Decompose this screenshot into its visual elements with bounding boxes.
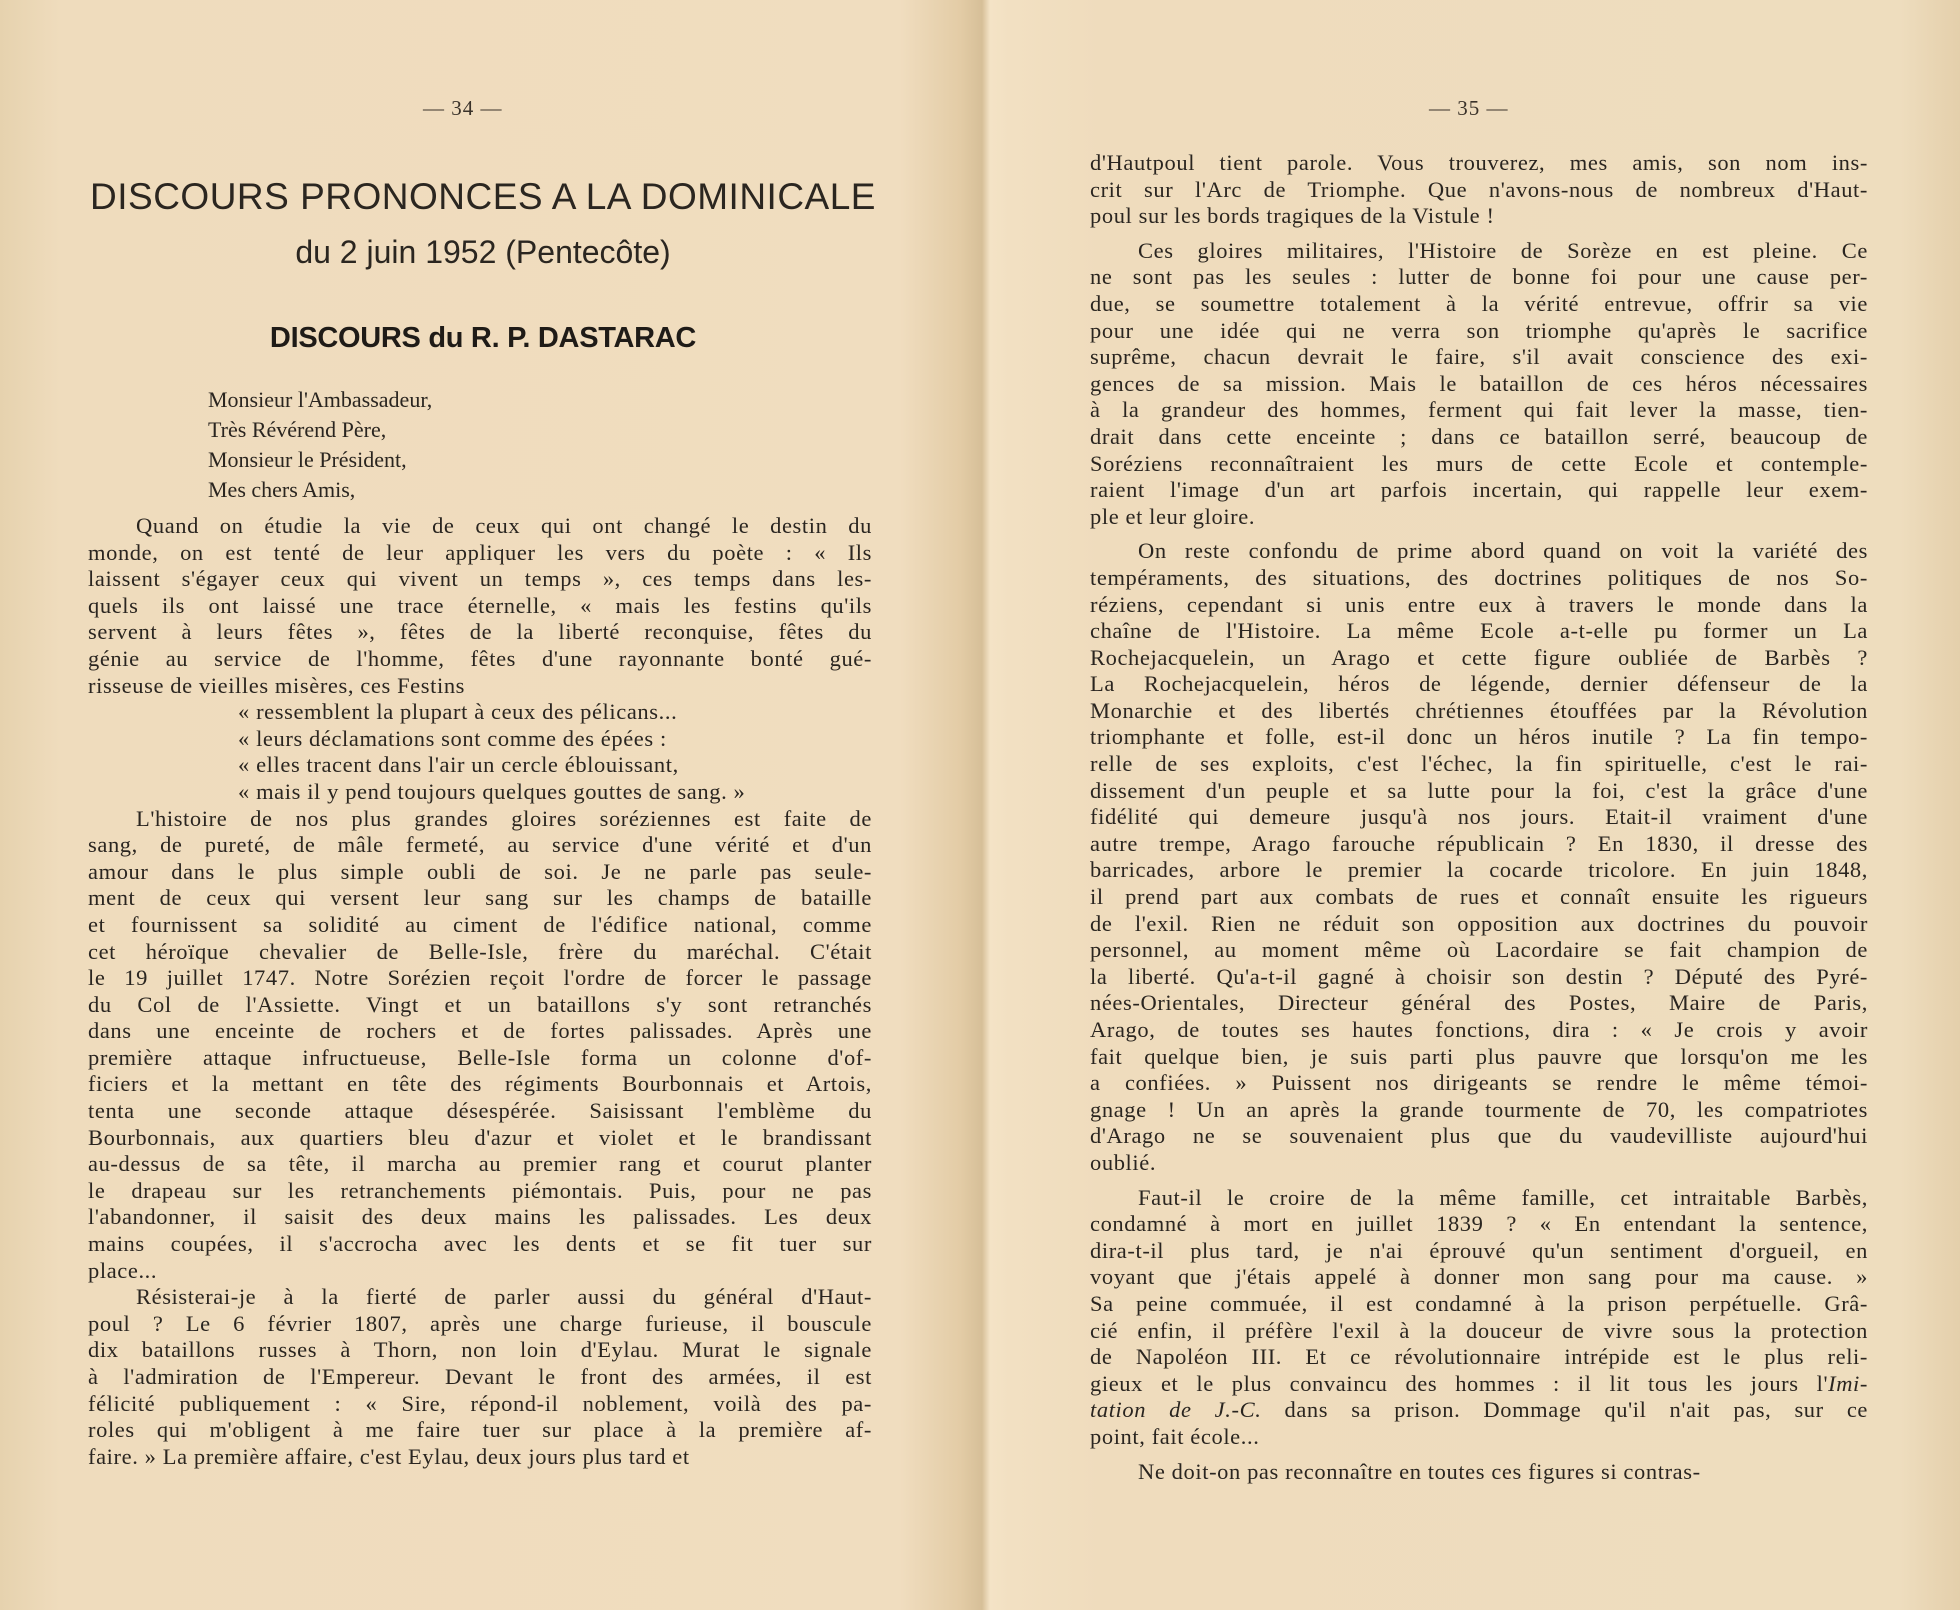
text-line: L'histoire de nos plus grandes gloires soréziennes est faite de — [136, 805, 872, 831]
text-line: Sa peine commuée, il est condamné à la prison perpétuelle. Grâ- — [1090, 1290, 1868, 1316]
text-line: suprême, chacun devrait le faire, s'il avait conscience des exi- — [1090, 344, 1868, 370]
text-line: relle de ses exploits, c'est l'échec, la fin spirituelle, c'est le rai- — [1090, 751, 1868, 777]
text-line: poul ? Le 6 février 1807, après une charge furieuse, il bouscule — [88, 1310, 872, 1336]
text-line: réziens, cependant si unis entre eux à travers le monde dans la — [1090, 591, 1868, 617]
verse-line: « leurs déclamations sont comme des épées : — [238, 725, 667, 751]
text-line: Soréziens reconnaîtraient les murs de cette Ecole et contemple- — [1090, 450, 1868, 476]
salutation-line: Monsieur l'Ambassadeur, — [208, 387, 433, 412]
text-line: Faut-il le croire de la même famille, cet intraitable Barbès, — [1138, 1184, 1868, 1210]
text-line: cet héroïque chevalier de Belle-Isle, frère du maréchal. C'était — [88, 938, 872, 964]
text-line: génie au service de l'homme, fêtes d'une rayonnante bonté gué- — [88, 645, 872, 671]
text-line: Résisterai-je à la fierté de parler aussi du général d'Haut- — [136, 1284, 872, 1310]
text-line: et fournissent sa solidité au ciment de l'édifice national, comme — [88, 911, 872, 937]
text-line: voyant que j'étais appelé à donner mon sang pour ma cause. » — [1090, 1264, 1868, 1290]
text-line: nées-Orientales, Directeur général des Postes, Maire de Paris, — [1090, 990, 1868, 1016]
salutation-line: Mes chers Amis, — [208, 477, 356, 502]
text-line: servent à leurs fêtes », fêtes de la liberté reconquise, fêtes du — [88, 619, 872, 645]
text-line: La Rochejacquelein, héros de légende, dernier défenseur de la — [1090, 671, 1868, 697]
text-line: raient l'image d'un art parfois incertain, qui rappelle leur exem- — [1090, 477, 1868, 503]
text-line: crit sur l'Arc de Triomphe. Que n'avons-nous de nombreux d'Haut- — [1090, 176, 1868, 202]
text-line: tenta une seconde attaque désespérée. Saisissant l'emblème du — [88, 1098, 872, 1124]
text-line: autre trempe, Arago farouche républicain ? En 1830, il dresse des — [1090, 830, 1868, 856]
text-line: quels ils ont laissé une trace éternelle, « mais les festins qu'ils — [88, 592, 872, 618]
text-line: ment de ceux qui versent leur sang sur les champs de bataille — [88, 885, 872, 911]
text-line: drait dans cette enceinte ; dans ce bataillon serré, beaucoup de — [1090, 423, 1868, 449]
paragraph — [88, 806, 872, 1285]
verse-line: « elles tracent dans l'air un cercle éblouissant, — [238, 752, 679, 778]
text-line: ne sont pas les seules : lutter de bonne foi pour une cause per- — [1090, 264, 1868, 290]
paragraph — [1090, 538, 1868, 1176]
text-line: personnel, au moment même où Lacordaire se fait champion de — [1090, 937, 1868, 963]
text-line: il prend part aux combats de rues et connaît ensuite les rigueurs — [1090, 884, 1868, 910]
text-line: dissement d'un peuple et sa lutte pour la foi, c'est la grâce d'une — [1090, 777, 1868, 803]
text-line: félicité publiquement : « Sire, répond-il noblement, voilà des pa- — [88, 1390, 872, 1416]
paragraph — [88, 1284, 872, 1470]
text-line: gences de sa mission. Mais le bataillon de ces héros nécessaires — [1090, 370, 1868, 396]
text-line: Bourbonnais, aux quartiers bleu d'azur et violet et le brandissant — [88, 1124, 872, 1150]
paragraph — [1090, 150, 1868, 230]
text-line: à la grandeur des hommes, ferment qui fait lever la masse, tien- — [1090, 397, 1868, 423]
text-line: oublié. — [1090, 1149, 1157, 1175]
text-line: tempéraments, des situations, des doctrines politiques de nos So- — [1090, 564, 1868, 590]
text-line: le drapeau sur les retranchements piémontais. Puis, pour ne pas — [88, 1177, 872, 1203]
paragraph — [1090, 1185, 1868, 1451]
text-line: ficiers et la mettant en tête des régiments Bourbonnais et Artois, — [88, 1071, 872, 1097]
text-line: le 19 juillet 1747. Notre Sorézien reçoit l'ordre de forcer le passage — [88, 965, 872, 991]
page-number: — 35 — — [1429, 96, 1509, 120]
text-line: On reste confondu de prime abord quand on voit la variété des — [1138, 538, 1868, 564]
text-line: de l'exil. Rien ne réduit son opposition aux doctrines du pouvoir — [1090, 910, 1868, 936]
text-line: première attaque infructueuse, Belle-Isle forma un colonne d'of- — [88, 1044, 872, 1070]
text-line: la liberté. Qu'a-t-il gagné à choisir son destin ? Député des Pyré- — [1090, 963, 1868, 989]
text-line: Monarchie et des libertés chrétiennes étouffées par la Révolution — [1090, 697, 1868, 723]
italic-title: tation de J.-C. — [1090, 1397, 1262, 1423]
text-line: cié enfin, il préfère l'exil à la douceur de vivre sous la protection — [1090, 1317, 1868, 1343]
text-line: monde, on est tenté de leur appliquer les vers du poète : « Ils — [88, 539, 872, 565]
text-line: faire. » La première affaire, c'est Eylau, deux jours plus tard et — [88, 1443, 690, 1469]
text-line: a confiées. » Puissent nos dirigeants se rendre le même témoi- — [1090, 1070, 1868, 1096]
paragraph — [1090, 238, 1868, 531]
text-line: risseuse de vieilles misères, ces Festins — [88, 672, 466, 698]
text-line: dira-t-il plus tard, je n'ai éprouvé qu'un sentiment d'orgueil, en — [1090, 1237, 1868, 1263]
text-line: place... — [88, 1257, 158, 1283]
page-number: — 34 — — [423, 96, 503, 120]
text-line: dix bataillons russes à Thorn, non loin d'Eylau. Murat le signale — [88, 1337, 872, 1363]
text-line: fidélité qui demeure jusqu'à nos jours. Etait-il vraiment d'une — [1090, 804, 1868, 830]
verse-line: « ressemblent la plupart à ceux des pélicans... — [238, 699, 678, 725]
text-line: barricades, arbore le premier la cocarde tricolore. En juin 1848, — [1090, 857, 1868, 883]
text-line: Ne doit-on pas reconnaître en toutes ces figures si contras- — [1138, 1458, 1701, 1484]
right-page — [985, 0, 1960, 1610]
text-line: gnage ! Un an après la grande tourmente de 70, les compatriotes — [1090, 1096, 1868, 1122]
left-body-text — [88, 513, 872, 1470]
text-line: à l'admiration de l'Empereur. Devant le front des armées, il est — [88, 1364, 872, 1389]
text-line: sang, de pureté, de mâle fermeté, au service d'une vérité et d'un — [88, 832, 872, 858]
text-line: triomphante et folle, est-il donc un héros inutile ? La fin tempo- — [1090, 724, 1868, 750]
text-line: Ces gloires militaires, l'Histoire de Sorèze en est pleine. Ce — [1138, 237, 1868, 263]
salutation-line: Très Révérend Père, — [208, 417, 387, 442]
text-line: point, fait école... — [1090, 1423, 1260, 1449]
page-title: DISCOURS PRONONCES A LA DOMINICALE — [90, 176, 876, 217]
salutation — [208, 385, 432, 505]
text-line: due, se soumettre totalement à la vérité entrevue, offrir sa vie — [1090, 290, 1868, 316]
text-line: d'Hautpoul tient parole. Vous trouverez, mes amis, son nom ins- — [1090, 150, 1868, 175]
text-line: d'Arago ne se souvenaient plus que du vaudevilliste aujourd'hui — [1090, 1123, 1868, 1149]
paragraph — [88, 513, 872, 699]
text-line: au-dessus de sa tête, il marcha au premier rang et courut planter — [88, 1151, 872, 1177]
text-line: chaîne de l'Histoire. La même Ecole a-t-elle pu former un La — [1090, 618, 1868, 644]
text-line: Quand on étudie la vie de ceux qui ont changé le destin du — [136, 513, 872, 538]
text-line: condamné à mort en juillet 1839 ? « En entendant la sentence, — [1090, 1211, 1868, 1237]
speaker-heading: DISCOURS du R. P. DASTARAC — [269, 322, 697, 354]
text-line: tation de J.-C. dans sa prison. Dommage qu'il n'ait pas, sur ce — [1090, 1397, 1868, 1423]
text-line: mains coupées, il s'accrocha avec les dents et se fit tuer sur — [88, 1231, 872, 1257]
verse-line: « mais il y pend toujours quelques gouttes de sang. » — [238, 778, 746, 804]
text-line: ple et leur gloire. — [1090, 503, 1256, 529]
text-line: de Napoléon III. Et ce révolutionnaire intrépide est le plus reli- — [1090, 1344, 1868, 1370]
text-line: gieux et le plus convaincu des hommes : il lit tous les jours l'Imi- — [1090, 1370, 1868, 1396]
page-subtitle: du 2 juin 1952 (Pentecôte) — [295, 234, 671, 270]
salutation-line: Monsieur le Président, — [208, 447, 407, 472]
text-line: fait quelque bien, je suis parti plus pauvre que lorsqu'on me les — [1090, 1043, 1868, 1069]
text-line: du Col de l'Assiette. Vingt et un bataillons s'y sont retranchés — [88, 991, 872, 1017]
text-line: amour dans le plus simple oubli de soi. Je ne parle pas seule- — [88, 858, 872, 884]
text-line: l'abandonner, il saisit des deux mains les palissades. Les deux — [88, 1204, 872, 1230]
italic-title: Imi- — [1828, 1370, 1868, 1396]
verse-quote — [88, 699, 872, 805]
text-line: pour une idée qui ne verra son triomphe qu'après le sacrifice — [1090, 317, 1868, 343]
text-line: laissent s'égayer ceux qui vivent un temps », ces temps dans les- — [88, 566, 872, 592]
right-body-text — [1090, 150, 1868, 1485]
paragraph — [1090, 1459, 1868, 1486]
text-line: roles qui m'obligent à me faire tuer sur place à la première af- — [88, 1417, 872, 1443]
text-line: Rochejacquelein, un Arago et cette figure oubliée de Barbès ? — [1090, 644, 1868, 670]
text-line: Arago, de toutes ses hautes fonctions, dira : « Je crois y avoir — [1090, 1017, 1868, 1042]
text-line: poul sur les bords tragiques de la Vistule ! — [1090, 203, 1495, 229]
text-line: dans une enceinte de rochers et de fortes palissades. Après une — [88, 1018, 872, 1044]
